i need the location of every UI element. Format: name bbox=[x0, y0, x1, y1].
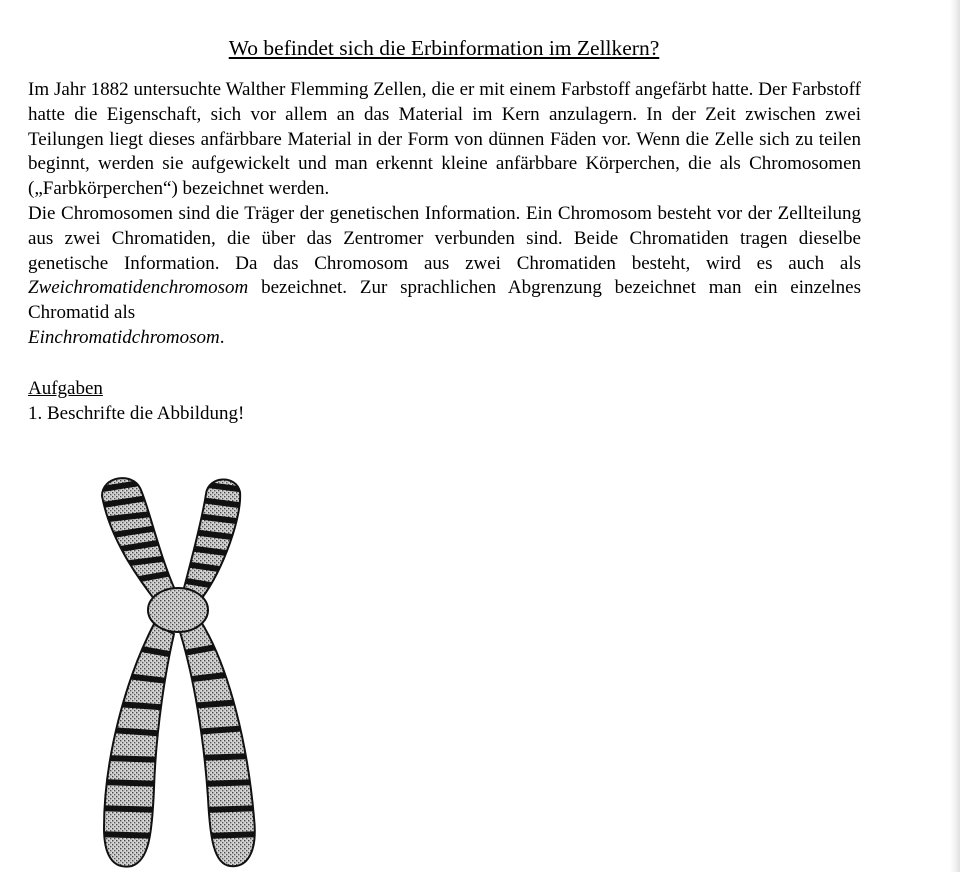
tasks-heading: Aufgaben bbox=[28, 378, 103, 399]
paragraph-text-1: Die Chromosomen sind die Träger der genetischen Information. Ein Chromosom besteht vor der Zellteilung aus zwei Chromatiden, die über das Zentromer verbunden sind. Beide Chromatiden tragen dieselbe genetische Information. Da das Chromosom aus zwei Chromatiden besteht, wird es auch als bbox=[28, 203, 861, 274]
chromosome-figure bbox=[96, 468, 266, 872]
centromere bbox=[148, 588, 208, 632]
chromatid-arm-upper-right bbox=[180, 479, 246, 598]
term-einchromatidchromosom: Einchromatidchromosom bbox=[28, 326, 220, 348]
paragraph-text-2: bezeichnet. Zur sprachlichen Abgrenzung bezeichnet man ein einzelnes Chromatid als bbox=[28, 277, 861, 324]
chromosome-icon bbox=[96, 468, 266, 872]
paragraph-text-3: . bbox=[219, 326, 225, 348]
paragraph-chromosome bbox=[28, 202, 861, 351]
task-item: 1. Beschrifte die Abbildung! bbox=[28, 403, 245, 424]
chromatid-arm-lower-left bbox=[98, 624, 180, 867]
chromatid-arm-upper-left bbox=[96, 478, 178, 604]
term-zweichromatidenchromosom: Zweichromatidenchromosom bbox=[28, 277, 249, 299]
chromatid-arm-lower-right bbox=[178, 620, 262, 866]
page-edge-shadow bbox=[950, 0, 960, 872]
paragraph-history: Im Jahr 1882 untersuchte Walther Flemming Zellen, die er mit einem Farbstoff angefärbt hatte. Der Farbstoff hatte die Eigenschaft, sich vor allem an das Material im Kern anzulagern. In der Zeit zwischen zwei Teilungen liegt dieses anfärbbare Material in der Form von dünnen Fäden vor. Wenn die Zelle sich zu teilen beginnt, werden sie aufgewickelt und man erkennt kleine anfärbbare Körperchen, die als Chromosomen („Farbkörperchen“) bezeichnet werden. bbox=[28, 79, 861, 200]
page-title: Wo befindet sich die Erbinformation im Zellkern? bbox=[228, 36, 660, 60]
